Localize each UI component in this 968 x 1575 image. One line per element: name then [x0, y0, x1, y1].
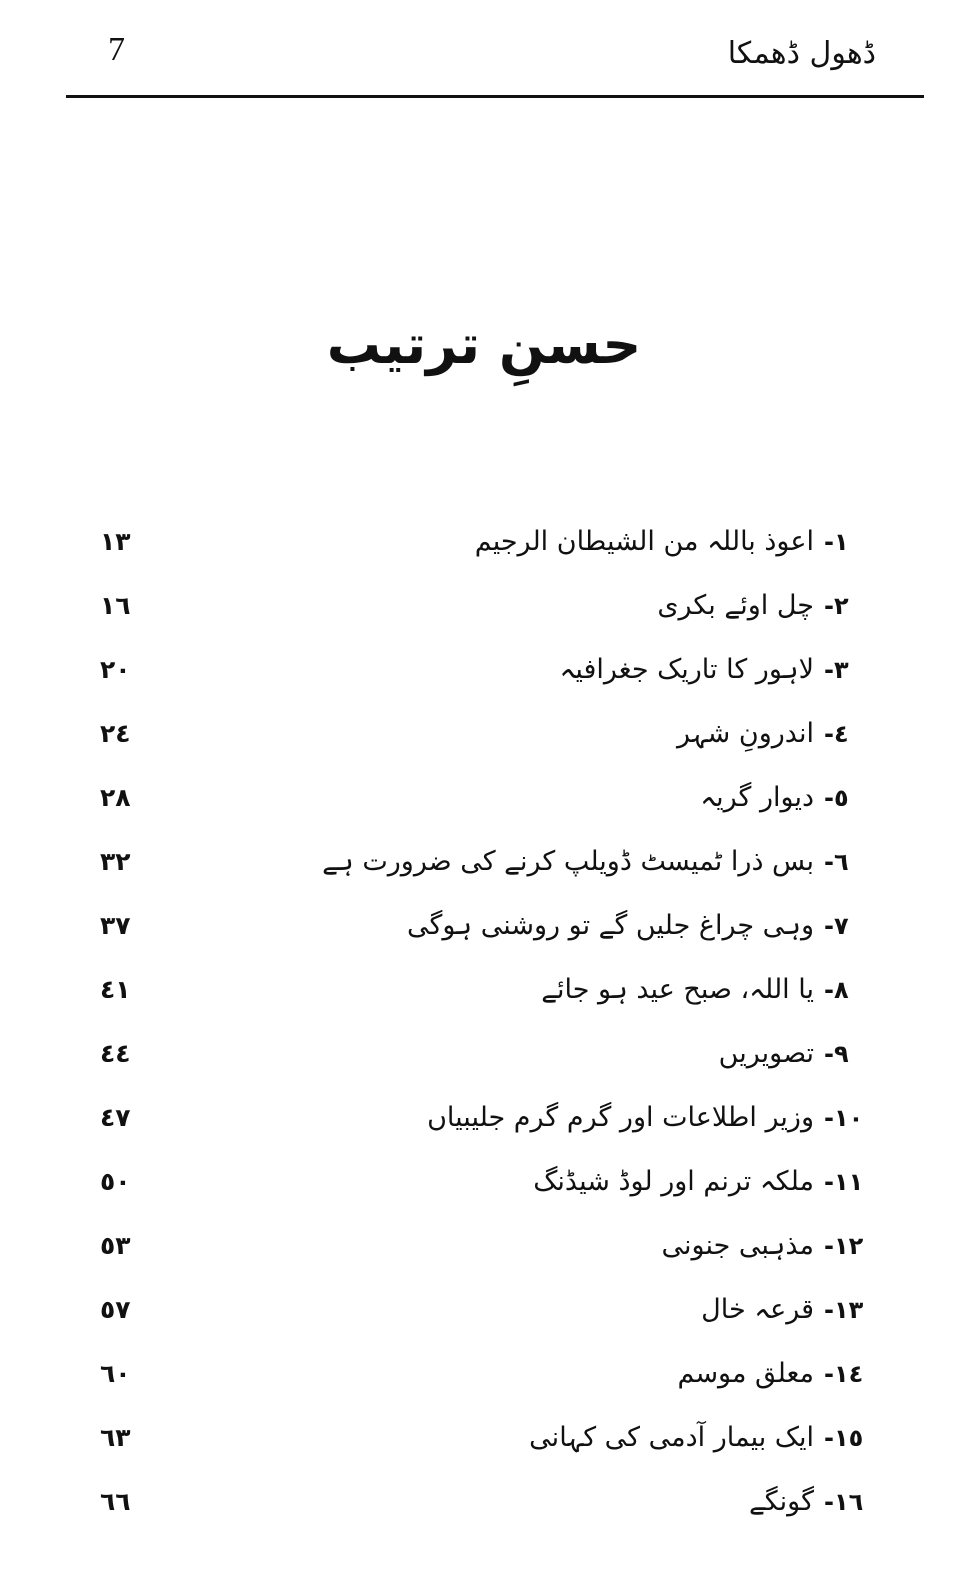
toc-entry [0, 1472, 968, 1536]
toc-entry [0, 1216, 968, 1280]
toc-entry-title: معلق موسم [677, 1358, 814, 1389]
toc-entry-page: ٢٨ [100, 783, 131, 812]
toc-entry [0, 1024, 968, 1088]
toc-entry-title: دیوار گریہ [700, 782, 814, 813]
toc-entry-title: اندرونِ شہر [676, 718, 814, 749]
toc-entry-page: ٢٠ [100, 655, 131, 684]
toc-entry [0, 640, 968, 704]
toc-entry [0, 896, 968, 960]
toc-entry [0, 704, 968, 768]
toc-entry-title: گونگے [748, 1486, 814, 1517]
toc-entry-title: ملکہ ترنم اور لوڈ شیڈنگ [533, 1166, 814, 1197]
toc-entry-number: ١٤- [824, 1360, 864, 1388]
toc-entry-page: ٢٤ [100, 719, 131, 748]
toc-entry [0, 832, 968, 896]
toc-entry-number: ٤- [824, 720, 849, 748]
toc-entry-page: ٥٣ [100, 1231, 131, 1260]
toc-entry-number: ١٦- [824, 1488, 864, 1516]
toc-entry-number: ١- [824, 528, 849, 556]
toc-entry-page: ٥٧ [100, 1295, 131, 1324]
toc-entry-page: ٦٠ [100, 1359, 131, 1388]
toc-entry [0, 960, 968, 1024]
toc-entry-title: یا اللہ، صبح عید ہو جائے [541, 974, 814, 1005]
toc-entry-title: تصویریں [718, 1038, 814, 1069]
toc-entry [0, 1088, 968, 1152]
toc-list [0, 512, 968, 1536]
toc-entry-page: ٣٢ [100, 847, 131, 876]
toc-entry-number: ٦- [824, 848, 849, 876]
toc-entry-page: ٦٣ [100, 1423, 131, 1452]
toc-entry-page: ٤٧ [100, 1103, 131, 1132]
toc-entry [0, 1152, 968, 1216]
toc-entry-number: ٢- [824, 592, 849, 620]
toc-entry [0, 1280, 968, 1344]
toc-entry-title: قرعہ خال [701, 1294, 814, 1325]
header-rule [66, 95, 924, 98]
toc-entry-page: ١٣ [100, 527, 131, 556]
toc-entry-number: ٣- [824, 656, 849, 684]
toc-entry-title: وہی چراغ جلیں گے تو روشنی ہوگی [406, 910, 814, 941]
toc-entry-number: ١٣- [824, 1296, 864, 1324]
toc-entry-title: چل اوئے بکری [657, 590, 814, 621]
toc-entry-number: ١٠- [824, 1104, 864, 1132]
toc-entry-title: مذہبی جنونی [661, 1230, 814, 1261]
toc-entry-page: ١٦ [100, 591, 131, 620]
toc-entry-title: وزیر اطلاعات اور گرم گرم جلیبیاں [427, 1102, 814, 1133]
toc-entry-number: ١١- [824, 1168, 864, 1196]
toc-entry [0, 768, 968, 832]
toc-entry-title: اعوذ باللہ من الشیطان الرجیم [474, 526, 814, 557]
toc-entry [0, 512, 968, 576]
toc-entry-title: لاہور کا تاریک جغرافیہ [559, 654, 814, 685]
toc-entry-number: ١٢- [824, 1232, 864, 1260]
toc-title: حسنِ ترتیب [326, 313, 642, 376]
toc-entry-page: ٥٠ [100, 1167, 131, 1196]
toc-entry-number: ٥- [824, 784, 849, 812]
toc-entry-page: ٤١ [100, 975, 131, 1004]
toc-entry [0, 1344, 968, 1408]
running-head-title: ڈھول ڈھمکا [727, 36, 876, 71]
toc-entry-page: ٤٤ [100, 1039, 131, 1068]
toc-entry-title: بس ذرا ٹمیسٹ ڈویلپ کرنے کی ضرورت ہے [322, 846, 814, 877]
toc-entry-number: ١٥- [824, 1424, 864, 1452]
page-number: 7 [108, 31, 125, 68]
toc-entry-page: ٣٧ [100, 911, 131, 940]
toc-entry [0, 1408, 968, 1472]
toc-entry-number: ٧- [824, 912, 849, 940]
toc-entry-title: ایک بیمار آدمی کی کہانی [529, 1422, 814, 1453]
toc-entry-number: ٨- [824, 976, 849, 1004]
toc-entry-number: ٩- [824, 1040, 849, 1068]
toc-entry-page: ٦٦ [100, 1487, 131, 1516]
toc-entry [0, 576, 968, 640]
